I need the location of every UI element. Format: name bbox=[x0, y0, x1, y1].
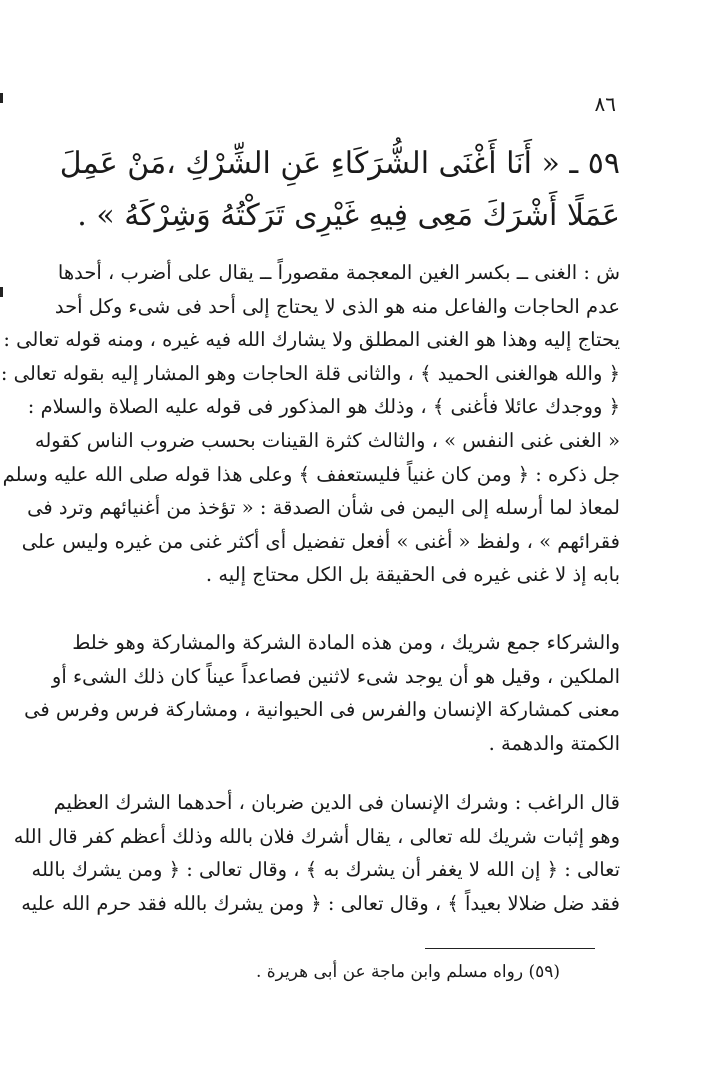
text-line: الملكين ، وقيل هو أن يوجد شىء لاثنين فصاعداً عيناً كان ذلك الشىء أو bbox=[51, 664, 620, 688]
left-edge-mark-top bbox=[0, 93, 3, 103]
text-line: ش : الغنى ــ بكسر الغين المعجمة مقصوراً ــ يقال على أضرب ، أحدها bbox=[57, 261, 620, 284]
text-line: وهو إثبات شريك لله تعالى ، يقال أشرك فلان بالله وذلك أعظم كفر قال الله bbox=[13, 824, 620, 848]
text-line: لمعاذ لما أرسله إلى اليمن فى شأن الصدقة : « تؤخذ من أغنيائهم وترد فى bbox=[27, 496, 620, 520]
text-line: بابه إذ لا غنى غيره فى الحقيقة بل الكل محتاج إليه . bbox=[205, 563, 620, 587]
text-line: فقد ضل ضلالا بعيداً ﴾ ، وقال تعالى : ﴿ ومن يشرك بالله فقد حرم الله عليه bbox=[21, 891, 620, 915]
text-line: فقرائهم » ، ولفظ « أغنى » أفعل تفضيل أى أكثر غنى من غيره وليس على bbox=[21, 529, 620, 553]
text-line: يحتاج إليه وهذا هو الغنى المطلق ولا يشارك الله فيه غيره ، ومنه قوله تعالى : bbox=[3, 328, 620, 352]
hadith-line: عَمَلًا أَشْرَكَ مَعِى فِيهِ غَيْرِى تَرَكْتُهُ وَشِرْكَهُ » . bbox=[77, 198, 620, 233]
commentary-paragraph bbox=[24, 626, 620, 760]
text-line: « الغنى غنى النفس » ، والثالث كثرة القينات بحسب ضروب الناس كقوله bbox=[34, 428, 620, 452]
text-line: والشركاء جمع شريك ، ومن هذه المادة الشركة والمشاركة وهو خلط bbox=[72, 631, 620, 654]
footnote: (٥٩) رواه مسلم وابن ماجة عن أبى هريرة . bbox=[255, 962, 560, 982]
text-line: الكمتة والدهمة . bbox=[488, 731, 620, 755]
commentary-paragraph bbox=[13, 786, 620, 920]
commentary-paragraph bbox=[0, 256, 620, 592]
text-line: تعالى : ﴿ إن الله لا يغفر أن يشرك به ﴾ ، وقال تعالى : ﴿ ومن يشرك بالله bbox=[31, 858, 620, 882]
footnote-divider bbox=[425, 948, 595, 949]
left-edge-mark-bottom bbox=[0, 287, 3, 297]
text-line: قال الراغب : وشرك الإنسان فى الدين ضربان ، أحدهما الشرك العظيم bbox=[53, 791, 620, 814]
hadith-text bbox=[59, 138, 620, 242]
text-line: ﴿ والله هوالغنى الحميد ﴾ ، والثانى قلة الحاجات وهو المشار إليه بقوله تعالى : bbox=[0, 361, 620, 385]
text-line: جل ذكره : ﴿ ومن كان غنياً فليستعفف ﴾ وعلى هذا قوله صلى الله عليه وسلم bbox=[2, 462, 620, 486]
text-line: عدم الحاجات والفاعل منه هو الذى لا يحتاج إلى أحد فى شىء وكل أحد bbox=[54, 294, 620, 318]
hadith-line: ٥٩ ـ « أَنَا أَغْنَى الشُّرَكَاءِ عَنِ الشِّرْكِ ،مَنْ عَمِلَ bbox=[59, 146, 620, 181]
text-line: ﴿ ووجدك عائلا فأغنى ﴾ ، وذلك هو المذكور فى قوله عليه الصلاة والسلام : bbox=[27, 395, 620, 419]
text-line: معنى كمشاركة الإنسان والفرس فى الحيوانية ، ومشاركة فرس وفرس فى bbox=[24, 698, 620, 722]
page-number: ٨٦ bbox=[594, 92, 616, 116]
